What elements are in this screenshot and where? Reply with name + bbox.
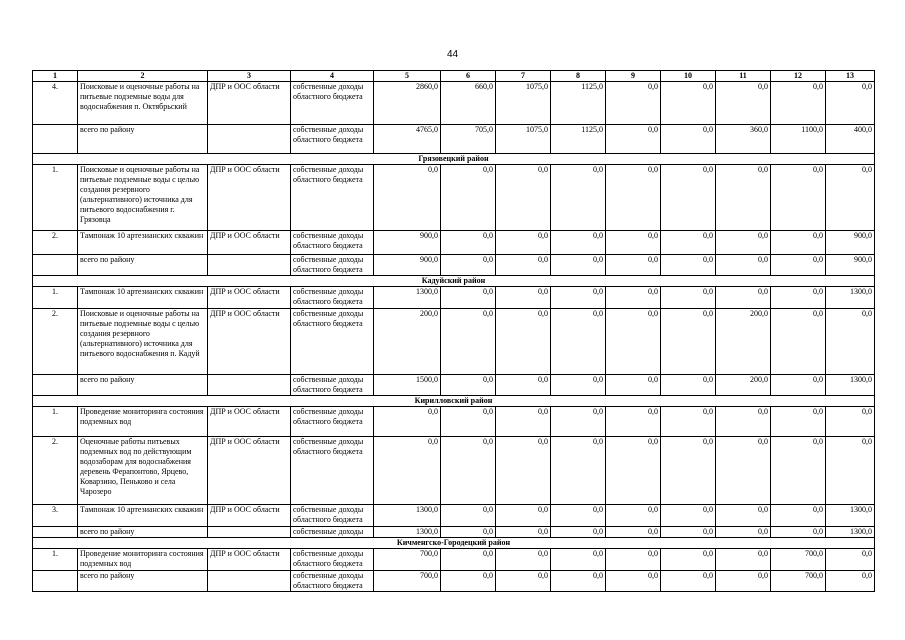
table-cell: 900,0: [374, 255, 441, 276]
table-row: [33, 125, 875, 154]
table-cell: 0,0: [771, 407, 826, 437]
table-cell: 0,0: [716, 437, 771, 505]
table-cell: 900,0: [374, 231, 441, 255]
table-cell: 0,0: [551, 255, 606, 276]
table-cell: 0,0: [661, 287, 716, 309]
section-row: [33, 276, 875, 287]
table-cell: 1300,0: [826, 505, 875, 527]
table-cell: 1500,0: [374, 375, 441, 396]
table-cell: 1300,0: [374, 287, 441, 309]
section-row: [33, 538, 875, 549]
table-cell: 0,0: [661, 82, 716, 125]
table-cell: 1300,0: [826, 527, 875, 538]
table-cell: 0,0: [606, 287, 661, 309]
table-cell: 0,0: [496, 309, 551, 375]
table-cell: 0,0: [441, 527, 496, 538]
table-cell: 0,0: [551, 437, 606, 505]
table-cell: собственные доходы областного бюджета: [291, 407, 374, 437]
table-cell: 200,0: [374, 309, 441, 375]
table-cell: собственные доходы областного бюджета: [291, 571, 374, 592]
column-header: 4: [291, 71, 374, 82]
table-cell: 200,0: [716, 375, 771, 396]
table-cell: 0,0: [441, 231, 496, 255]
table-cell: 0,0: [374, 407, 441, 437]
table-cell: 1075,0: [496, 82, 551, 125]
budget-table: [32, 70, 875, 592]
table-cell: 700,0: [771, 571, 826, 592]
table-cell: Тампонаж 10 артезианских скважин: [78, 505, 208, 527]
table-cell: 705,0: [441, 125, 496, 154]
header-row: [33, 71, 875, 82]
table-cell: 0,0: [441, 505, 496, 527]
table-cell: Поисковые и оценочные работы на питьевые подземные воды с целью создания резервного (альтернативного) источника для питьевого водоснабжения г. Грязовца: [78, 165, 208, 231]
table-cell: всего по району: [78, 571, 208, 592]
table-cell: 700,0: [374, 571, 441, 592]
table-cell: всего по району: [78, 527, 208, 538]
table-cell: [33, 571, 78, 592]
table-cell: 1075,0: [496, 125, 551, 154]
table-cell: 0,0: [551, 571, 606, 592]
table-cell: 0,0: [771, 527, 826, 538]
table-cell: 0,0: [771, 309, 826, 375]
table-row: [33, 165, 875, 231]
table-row: [33, 82, 875, 125]
table-cell: 1100,0: [771, 125, 826, 154]
table-cell: 0,0: [551, 309, 606, 375]
table-cell: 0,0: [661, 375, 716, 396]
table-cell: 0,0: [716, 407, 771, 437]
table-cell: 0,0: [771, 165, 826, 231]
table-cell: 700,0: [374, 549, 441, 571]
table-cell: 0,0: [441, 437, 496, 505]
column-header: 8: [551, 71, 606, 82]
table-row: [33, 255, 875, 276]
table-row: [33, 231, 875, 255]
table-cell: 1300,0: [826, 375, 875, 396]
table-cell: 0,0: [551, 527, 606, 538]
table-cell: собственные доходы областного бюджета: [291, 255, 374, 276]
table-cell: ДПР и ООС области: [208, 549, 291, 571]
table-cell: 0,0: [551, 505, 606, 527]
table-cell: ДПР и ООС области: [208, 437, 291, 505]
column-header: 1: [33, 71, 78, 82]
table-cell: 0,0: [496, 407, 551, 437]
table-row: [33, 437, 875, 505]
table-cell: 200,0: [716, 309, 771, 375]
table-cell: Поисковые и оценочные работы на питьевые подземные воды с целью создания резервного (альтернативного) источника для питьевого водоснабжения п. Кадуй: [78, 309, 208, 375]
table-cell: 0,0: [441, 165, 496, 231]
table-cell: ДПР и ООС области: [208, 309, 291, 375]
table-cell: 1300,0: [826, 287, 875, 309]
table-cell: 0,0: [551, 231, 606, 255]
table-cell: собственные доходы областного бюджета: [291, 375, 374, 396]
table-row: [33, 309, 875, 375]
table-cell: 0,0: [771, 437, 826, 505]
table-cell: 700,0: [771, 549, 826, 571]
table-cell: 0,0: [661, 125, 716, 154]
table-cell: 0,0: [771, 287, 826, 309]
table-cell: 1125,0: [551, 125, 606, 154]
table-cell: 0,0: [826, 407, 875, 437]
table-cell: 0,0: [496, 255, 551, 276]
table-cell: [33, 255, 78, 276]
table-cell: 0,0: [441, 287, 496, 309]
table-cell: 0,0: [441, 549, 496, 571]
table-cell: 2.: [33, 437, 78, 505]
table-cell: ДПР и ООС области: [208, 231, 291, 255]
table-row: [33, 571, 875, 592]
table-cell: ДПР и ООС области: [208, 82, 291, 125]
column-header: 10: [661, 71, 716, 82]
table-cell: собственные доходы областного бюджета: [291, 549, 374, 571]
column-header: 13: [826, 71, 875, 82]
table-cell: 2860,0: [374, 82, 441, 125]
section-row: [33, 154, 875, 165]
table-cell: Тампонаж 10 артезианских скважин: [78, 231, 208, 255]
table-cell: ДПР и ООС области: [208, 165, 291, 231]
section-title: Кирилловский район: [33, 396, 875, 407]
table-row: [33, 505, 875, 527]
table-cell: собственные доходы областного бюджета: [291, 309, 374, 375]
column-header: 6: [441, 71, 496, 82]
table-cell: всего по району: [78, 375, 208, 396]
table-cell: 0,0: [551, 165, 606, 231]
table-cell: 900,0: [826, 255, 875, 276]
table-cell: 0,0: [496, 549, 551, 571]
table-cell: 0,0: [441, 571, 496, 592]
table-cell: 0,0: [661, 165, 716, 231]
table-cell: 0,0: [606, 571, 661, 592]
table-cell: 0,0: [496, 287, 551, 309]
table-cell: всего по району: [78, 125, 208, 154]
column-header: 11: [716, 71, 771, 82]
table-cell: 0,0: [661, 571, 716, 592]
table-cell: 0,0: [441, 407, 496, 437]
table-cell: 0,0: [551, 287, 606, 309]
table-cell: [208, 571, 291, 592]
table-cell: 0,0: [496, 571, 551, 592]
table-cell: 0,0: [606, 437, 661, 505]
table-cell: 2.: [33, 231, 78, 255]
table-cell: 0,0: [661, 505, 716, 527]
table-cell: собственные доходы областного бюджета: [291, 82, 374, 125]
table-cell: 0,0: [606, 407, 661, 437]
table-body: [33, 71, 875, 592]
table-cell: 0,0: [496, 231, 551, 255]
table-cell: 2.: [33, 309, 78, 375]
table-cell: [33, 125, 78, 154]
table-cell: собственные доходы областного бюджета: [291, 287, 374, 309]
table-cell: 0,0: [551, 407, 606, 437]
table-cell: ДПР и ООС области: [208, 505, 291, 527]
table-cell: 4765,0: [374, 125, 441, 154]
table-cell: 0,0: [716, 165, 771, 231]
table-cell: 0,0: [826, 571, 875, 592]
table-cell: 0,0: [496, 437, 551, 505]
table-cell: собственные доходы областного бюджета: [291, 505, 374, 527]
table-cell: 1.: [33, 165, 78, 231]
table-cell: 0,0: [716, 571, 771, 592]
table-cell: 0,0: [661, 437, 716, 505]
table-cell: ДПР и ООС области: [208, 287, 291, 309]
table-cell: 0,0: [771, 82, 826, 125]
table-cell: 1.: [33, 549, 78, 571]
table-row: [33, 549, 875, 571]
table-cell: 0,0: [826, 437, 875, 505]
table-cell: 0,0: [826, 549, 875, 571]
table-cell: 0,0: [661, 549, 716, 571]
table-row: [33, 287, 875, 309]
table-cell: Оценочные работы питьевых подземных вод по действующим водозаборам для водоснабжения деревень Ферапонтово, Ярцево, Коварзино, Пеньково и села Чарозеро: [78, 437, 208, 505]
table-cell: 0,0: [551, 549, 606, 571]
table-cell: собственные доходы областного бюджета: [291, 437, 374, 505]
table-cell: 0,0: [826, 309, 875, 375]
table-cell: 0,0: [374, 437, 441, 505]
column-header: 5: [374, 71, 441, 82]
section-title: Грязовецкий район: [33, 154, 875, 165]
column-header: 7: [496, 71, 551, 82]
table-cell: 900,0: [826, 231, 875, 255]
table-row: [33, 407, 875, 437]
table-cell: [33, 527, 78, 538]
table-cell: [208, 125, 291, 154]
table-cell: ДПР и ООС области: [208, 407, 291, 437]
table-cell: 1300,0: [374, 527, 441, 538]
table-cell: 0,0: [771, 255, 826, 276]
column-header: 3: [208, 71, 291, 82]
table-cell: 0,0: [661, 527, 716, 538]
table-cell: 0,0: [771, 505, 826, 527]
table-cell: Проведение мониторинга состояния подземных вод: [78, 407, 208, 437]
table-cell: 0,0: [606, 165, 661, 231]
column-header: 9: [606, 71, 661, 82]
table-cell: Поисковые и оценочные работы на питьевые подземные воды для водоснабжения п. Октябрьский: [78, 82, 208, 125]
table-cell: 0,0: [496, 165, 551, 231]
table-cell: 0,0: [496, 527, 551, 538]
table-cell: 360,0: [716, 125, 771, 154]
table-cell: 0,0: [441, 255, 496, 276]
table-cell: [33, 375, 78, 396]
table-cell: собственные доходы областного бюджета: [291, 231, 374, 255]
table-cell: 0,0: [441, 375, 496, 396]
table-cell: 0,0: [606, 231, 661, 255]
table-cell: 0,0: [661, 407, 716, 437]
table-cell: 1125,0: [551, 82, 606, 125]
table-cell: [208, 527, 291, 538]
table-cell: 660,0: [441, 82, 496, 125]
table-cell: 0,0: [606, 82, 661, 125]
table-cell: собственные доходы: [291, 527, 374, 538]
table-cell: 1.: [33, 407, 78, 437]
table-cell: 0,0: [606, 255, 661, 276]
table-cell: 0,0: [771, 231, 826, 255]
table-cell: 0,0: [716, 231, 771, 255]
section-title: Кичменгско-Городецкий район: [33, 538, 875, 549]
table-cell: 0,0: [716, 505, 771, 527]
table-cell: [208, 375, 291, 396]
section-title: Кадуйский район: [33, 276, 875, 287]
table-cell: 0,0: [551, 375, 606, 396]
table-cell: 0,0: [661, 255, 716, 276]
table-cell: 0,0: [606, 527, 661, 538]
table-cell: собственные доходы областного бюджета: [291, 125, 374, 154]
table-cell: всего по району: [78, 255, 208, 276]
table-cell: 0,0: [374, 165, 441, 231]
table-cell: 0,0: [716, 82, 771, 125]
table-cell: 1.: [33, 287, 78, 309]
table-cell: 0,0: [606, 505, 661, 527]
table-cell: 0,0: [716, 527, 771, 538]
table-cell: 0,0: [496, 505, 551, 527]
table-cell: 0,0: [496, 375, 551, 396]
table-cell: 0,0: [771, 375, 826, 396]
column-header: 2: [78, 71, 208, 82]
table-cell: 0,0: [716, 549, 771, 571]
table-cell: 1300,0: [374, 505, 441, 527]
table-cell: 0,0: [826, 165, 875, 231]
table-cell: 0,0: [716, 287, 771, 309]
table-cell: 0,0: [716, 255, 771, 276]
table-cell: Тампонаж 10 артезианских скважин: [78, 287, 208, 309]
table-row: [33, 375, 875, 396]
table-cell: 0,0: [441, 309, 496, 375]
table-cell: 0,0: [661, 231, 716, 255]
table-cell: 0,0: [826, 82, 875, 125]
table-cell: 4.: [33, 82, 78, 125]
table-cell: Проведение мониторинга состояния подземных вод: [78, 549, 208, 571]
table-cell: 0,0: [606, 375, 661, 396]
column-header: 12: [771, 71, 826, 82]
table-cell: 0,0: [606, 125, 661, 154]
table-cell: 0,0: [606, 549, 661, 571]
table-cell: 0,0: [606, 309, 661, 375]
page-number: 44: [446, 49, 459, 60]
table-cell: 0,0: [661, 309, 716, 375]
table-cell: 400,0: [826, 125, 875, 154]
table-cell: [208, 255, 291, 276]
table-cell: собственные доходы областного бюджета: [291, 165, 374, 231]
table-row: [33, 527, 875, 538]
section-row: [33, 396, 875, 407]
table-cell: 3.: [33, 505, 78, 527]
